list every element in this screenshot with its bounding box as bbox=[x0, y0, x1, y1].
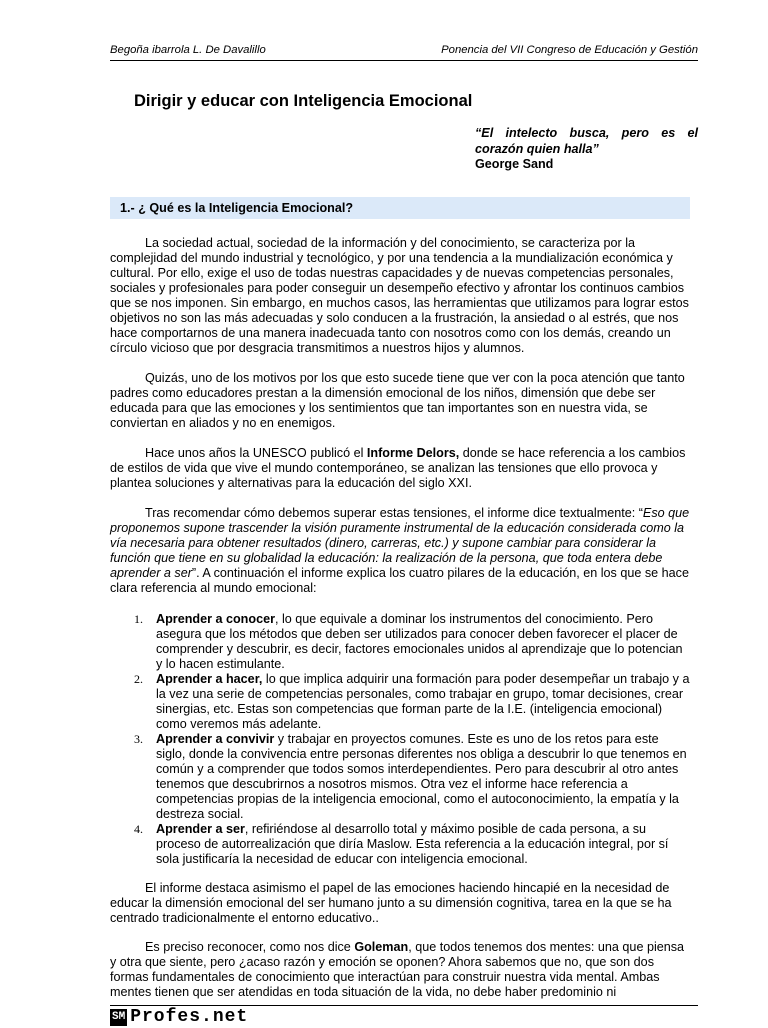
paragraph-4-text-a: Tras recomendar cómo debemos superar estas tensiones, el informe dice textualmente: “ bbox=[145, 506, 643, 520]
section-heading-text: 1.- ¿ Qué es la Inteligencia Emocional? bbox=[120, 201, 354, 215]
profes-net-logo: Profes.net bbox=[130, 1007, 249, 1027]
header-author: Begoña ibarrola L. De Davalillo bbox=[110, 44, 266, 56]
list-number: 1. bbox=[134, 612, 143, 626]
paragraph-4-text-b: ”. A continuación el informe explica los cuatro pilares de la educación, en los que se hace clara referencia al mundo emocional: bbox=[110, 566, 689, 595]
paragraph-4 bbox=[110, 506, 690, 596]
footer-logo bbox=[110, 1005, 698, 1028]
page-header bbox=[110, 44, 698, 61]
paragraph-3 bbox=[110, 446, 690, 491]
list-item bbox=[110, 612, 690, 672]
quote-line-2: corazón quien halla” bbox=[475, 141, 599, 156]
epigraph-quote bbox=[475, 126, 698, 173]
document-title: Dirigir y educar con Inteligencia Emocional bbox=[134, 92, 473, 110]
goleman-bold: Goleman bbox=[354, 940, 409, 954]
quote-line-1: “El intelecto busca, pero es el bbox=[475, 126, 698, 140]
list-item-bold: Aprender a hacer, bbox=[156, 672, 263, 686]
quote-author: George Sand bbox=[475, 157, 554, 171]
section-heading bbox=[110, 197, 690, 219]
paragraph-5: El informe destaca asimismo el papel de las emociones haciendo hincapié en la necesidad de educar la dimensión emocional del ser humano junto a su dimensión cognitiva, tarea en la que se ha centrado tradicionalmente el entorno educativo.. bbox=[110, 881, 672, 925]
list-item bbox=[110, 732, 690, 822]
list-number: 3. bbox=[134, 732, 143, 746]
list-number: 2. bbox=[134, 672, 143, 686]
list-item-bold: Aprender a ser bbox=[156, 822, 245, 836]
paragraph-1: La sociedad actual, sociedad de la información y del conocimiento, se caracteriza por la complejidad del mundo industrial y tecnológico, y por una tendencia a la mundialización económica y cultural. Por ello, exige el uso de todas nuestras capacidades y de nuevas competencias personales, sociales y profesionales para poder conseguir un desempeño efectivo y afrontar los continuos cambios que se nos imponen. Sin embargo, en muchos casos, las herramientas que utilizamos para lograr estos objetivos no son las más adecuadas y solo conducen a la frustración, la ansiedad o al estrés, que nos hace comportarnos de una manera inadecuada tanto con nosotros como con los demás, creando un círculo vicioso que por desgracia transmitimos a nuestros hijos y alumnos. bbox=[110, 236, 689, 355]
list-item-text: y trabajar en proyectos comunes. Este es uno de los retos para este siglo, donde la convivencia entre personas diferentes nos obliga a descubrir lo que tenemos en común y a comprender que todos somos interdependientes. Pero para descubrir al otro antes tenemos que descubrirnos a nosotros mismos. Otra vez el informe hace referencia a competencias propias de la inteligencia emocional, como el autoconocimiento, la empatía y la destreza social. bbox=[156, 732, 687, 821]
list-item-text: , lo que equivale a dominar los instrumentos del conocimiento. Pero asegura que los métodos que deben ser utilizados para conocer deben favorecer el placer de comprender y descubrir, es decir, factores emocionales unidos al aprendizaje que lo potencian y lo hacen estimulante. bbox=[156, 612, 683, 671]
paragraph-6-text-a: Es preciso reconocer, como nos dice bbox=[145, 940, 355, 954]
list-number: 4. bbox=[134, 822, 143, 836]
list-item-text: , refiriéndose al desarrollo total y máximo posible de cada persona, a su proceso de autorrealización que diría Maslow. Esta referencia a la educación integral, por sí sola justificaría la necesidad de educar con inteligencia emocional. bbox=[156, 822, 669, 866]
paragraph-2: Quizás, uno de los motivos por los que esto sucede tiene que ver con la poca atención que tanto padres como educadores prestan a la dimensión emocional de los niños, dimensión que debe ser educada para que las emociones y los sentimientos que tan importantes son en nuestra vida, se conviertan en aliados y no en enemigos. bbox=[110, 371, 685, 430]
list-item bbox=[110, 672, 690, 732]
paragraph-3-text-a: Hace unos años la UNESCO publicó el bbox=[145, 446, 367, 460]
document-body bbox=[110, 236, 690, 1000]
header-event: Ponencia del VII Congreso de Educación y Gestión bbox=[441, 44, 698, 56]
list-item-bold: Aprender a conocer bbox=[156, 612, 275, 626]
list-item-text: lo que implica adquirir una formación para poder desempeñar un trabajo y a la vez una serie de competencias personales, como trabajar en grupo, tomar decisiones, crear sinergias, etc. Estas son competencias que forman parte de la I.E. (inteligencia emocional) como veremos más adelante. bbox=[156, 672, 690, 731]
paragraph-6-text-b: , que todos tenemos dos mentes: una que piensa y otra que siente, pero ¿acaso razón y emoción se oponen? Ahora sabemos que no, que son dos formas fundamentales de conocimiento que interactúan para construir nuestra vida mental. Ambas mentes tienen que ser atendidas en toda situación de la vida, no debe haber predominio ni bbox=[110, 940, 685, 999]
paragraph-3-text-b: donde se hace referencia a los cambios de estilos de vida que vive el mundo contemporáneo, se analizan las tensiones que ello provoca y plantea soluciones y alternativas para la educación del siglo XXI. bbox=[110, 446, 686, 490]
list-item-bold: Aprender a convivir bbox=[156, 732, 275, 746]
sm-logo-mark: SM bbox=[110, 1009, 127, 1026]
paragraph-4-quote-italic: Eso que proponemos supone trascender la visión puramente instrumental de la educación considerada como la vía necesaria para obtener resultados (dinero, carreras, etc.) y supone cambiar para considerar la función que tiene en su globalidad la educación: la realización de la persona, que toda entera debe aprender a ser bbox=[110, 506, 690, 580]
informe-delors-bold: Informe Delors, bbox=[366, 446, 460, 460]
list-item bbox=[110, 822, 690, 867]
pillars-list bbox=[110, 612, 690, 867]
paragraph-6 bbox=[110, 940, 690, 1000]
